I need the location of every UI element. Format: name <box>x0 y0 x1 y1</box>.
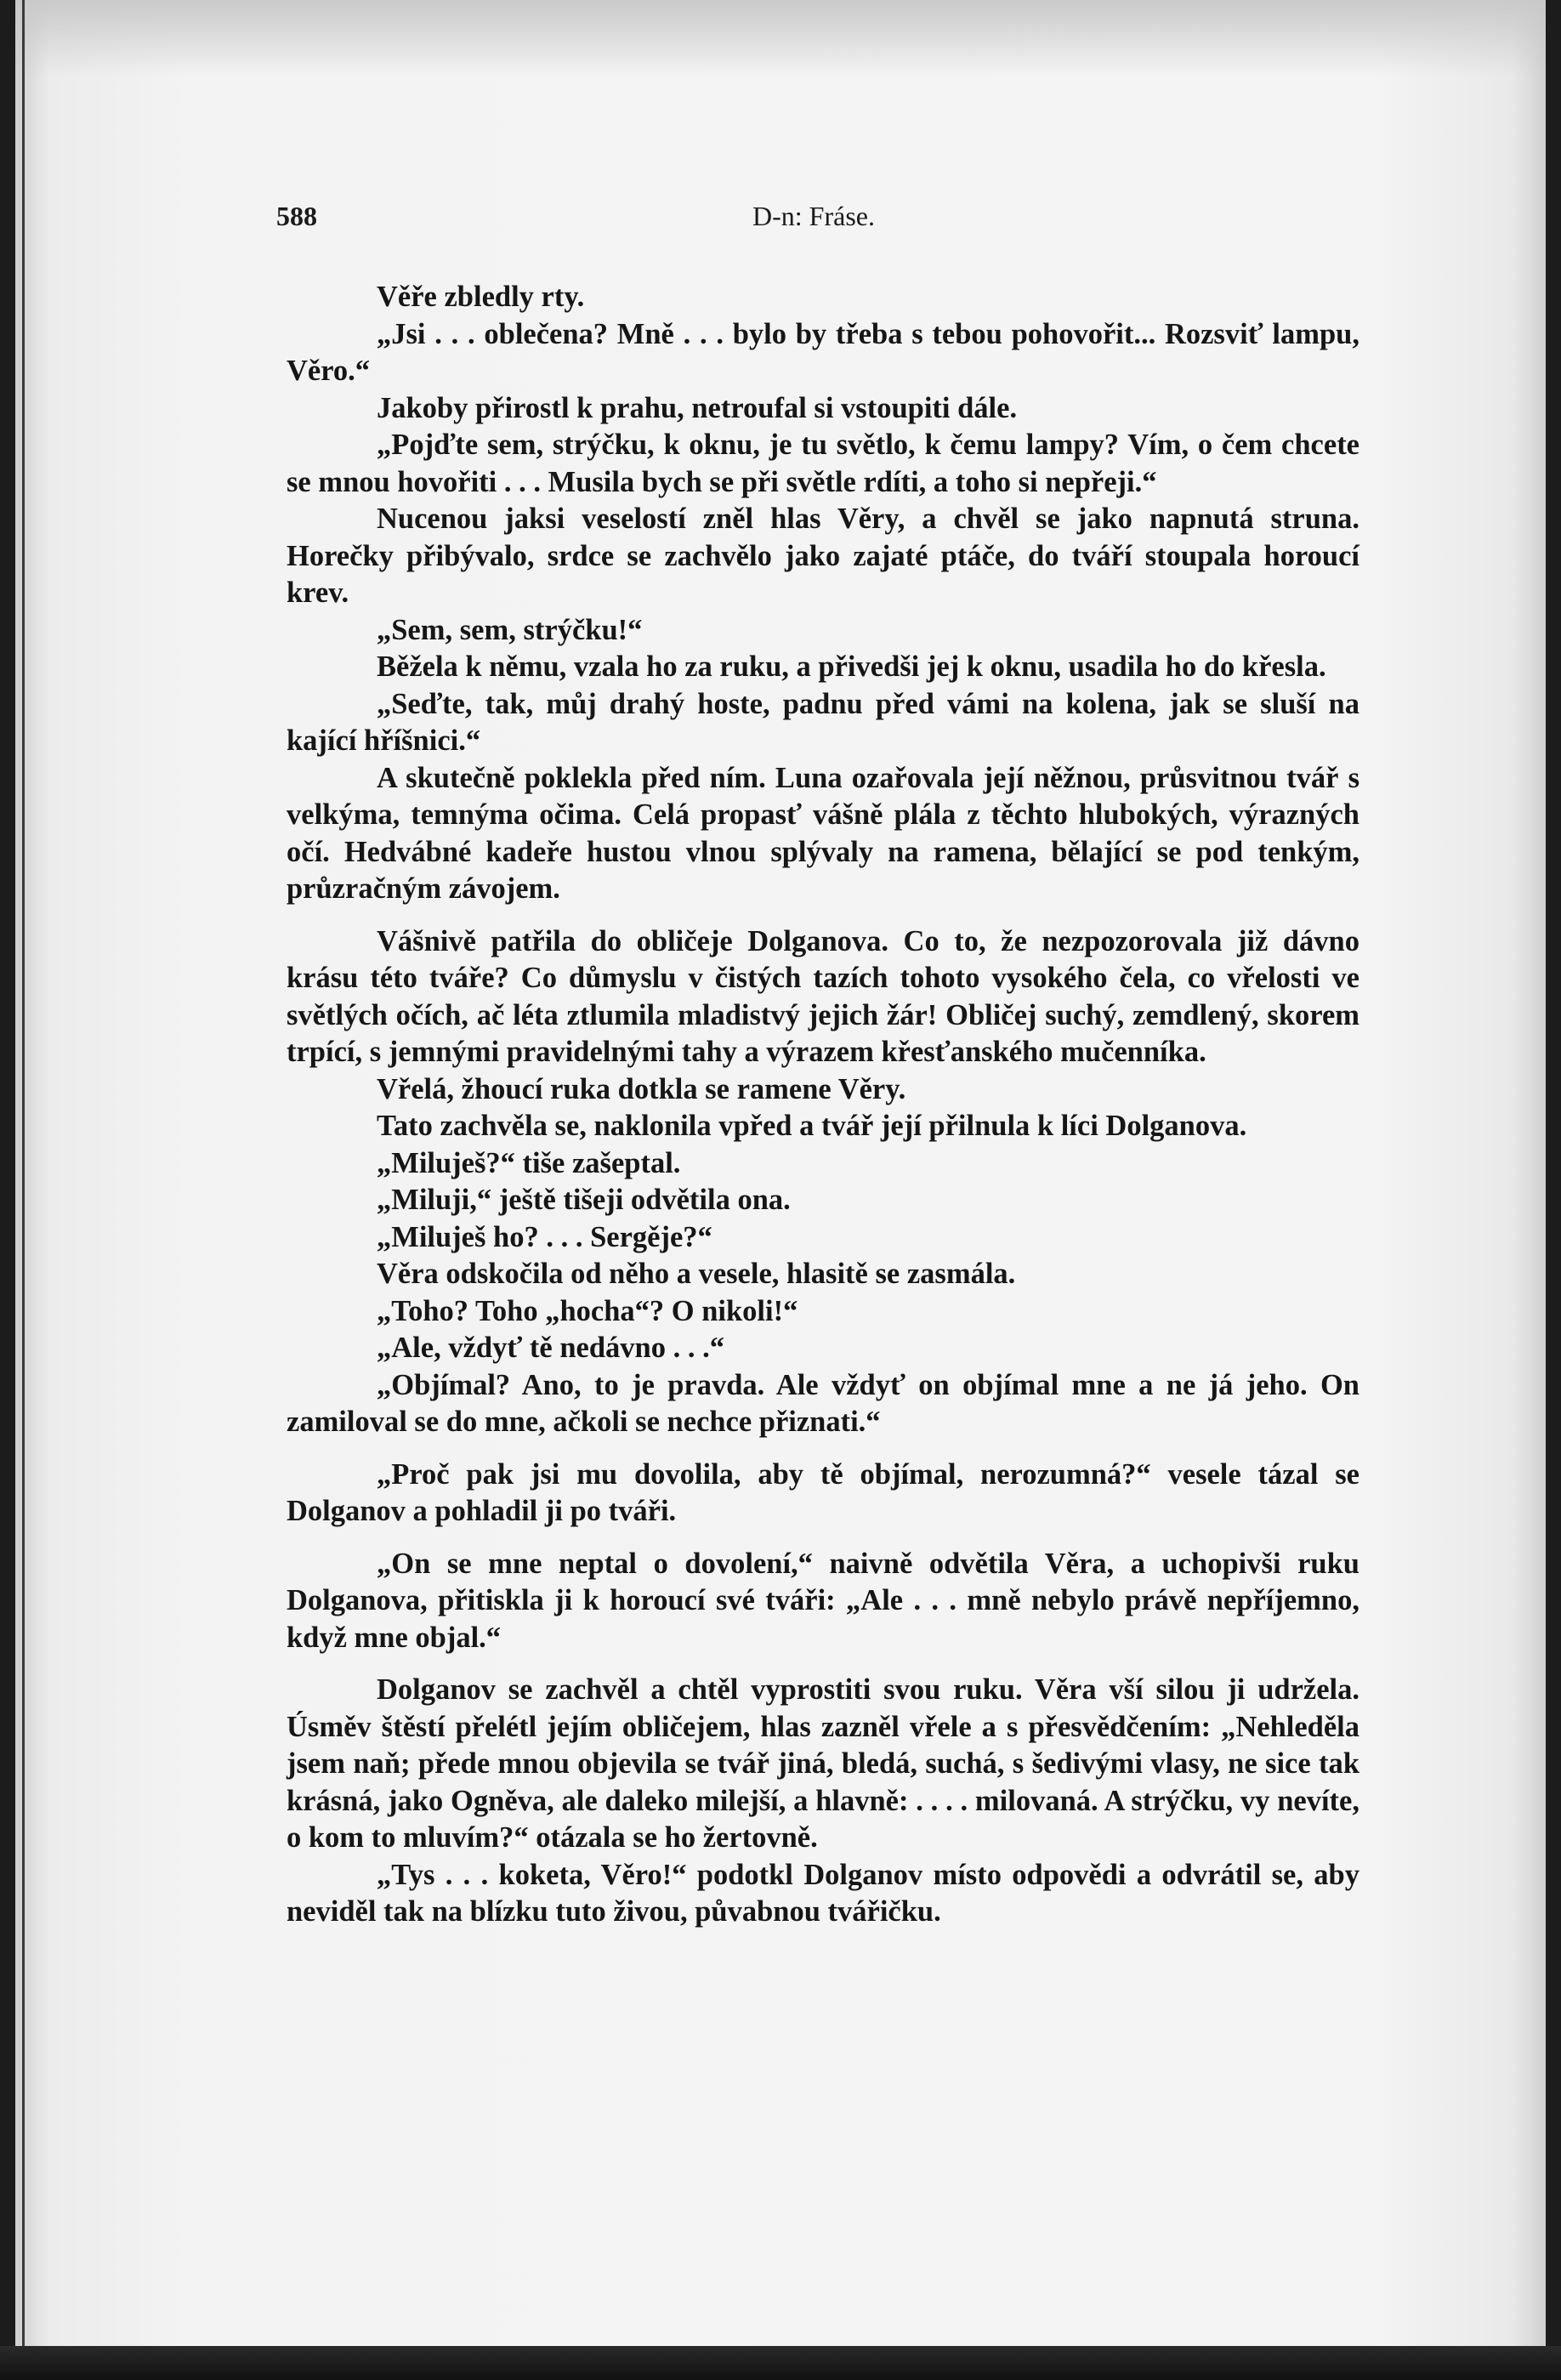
paragraph: „Ale, vždyť tě nedávno . . .“ <box>377 1332 724 1364</box>
paragraph: Dolganov se zachvěl a chtěl vyprostiti svou ruku. Věra vší silou ji udržela. Úsměv štěstí přelétl jejím obličejem, hlas zazněl vřele a s přesvědčením: „Nehleděla jsem naň; přede mnou objevila se tvář jiná, bledá, suchá, s šedivými vlasy, ne sice tak krásná, jako Ogněva, ale daleko milejší, a hlavně: . . . . milovaná. A strýčku, vy nevíte, o kom to mluvím?“ otázala se ho žertovně. <box>287 1673 1359 1854</box>
page-number: 588 <box>276 201 317 231</box>
paragraph: „Miluješ ho? . . . Sergěje?“ <box>377 1220 712 1253</box>
paragraph: A skutečně poklekla před ním. Luna ozařovala její něžnou, průsvitnou tvář s velkýma, temnýma očima. Celá propasť vášně plála z těchto hlubokých, výrazných očí. Hedvábné kadeře hustou vlnou splývaly na ramena, bělající se pod tenkým, průzračným závojem. <box>287 761 1359 905</box>
paragraph: Jakoby přirostl k prahu, netroufal si vstoupiti dále. <box>377 391 1018 424</box>
top-shadow <box>15 0 1546 77</box>
paragraph: „Pojďte sem, strýčku, k oknu, je tu světlo, k čemu lampy? Vím, o čem chcete se mnou hovořiti . . . Musila bych se při světle rdíti, a toho si nepřeji.“ <box>287 429 1359 498</box>
paragraph: Vřelá, žhoucí ruka dotkla se ramene Věry. <box>377 1072 906 1105</box>
running-title: D-n: Fráse. <box>752 201 875 231</box>
paragraph: „Objímal? Ano, to je pravda. Ale vždyť on objímal mne a ne já jeho. On zamiloval se do mne, ačkoli se nechce přiznati.“ <box>287 1368 1359 1438</box>
paragraph: „On se mne neptal o dovolení,“ naivně odvětila Věra, a uchopivši ruku Dolganova, přitiskla ji k horoucí své tváři: „Ale . . . mně nebylo právě nepříjemno, když mne objal.“ <box>287 1547 1359 1654</box>
gutter-edge <box>22 0 25 2349</box>
paragraph: Běžela k němu, vzala ho za ruku, a přivedši jej k oknu, usadila ho do křesla. <box>377 650 1326 683</box>
paragraph: „Miluješ?“ tiše zašeptal. <box>377 1146 681 1179</box>
paragraph: „Jsi . . . oblečena? Mně . . . bylo by třeba s tebou pohovořit... Rozsviť lampu, Věro.“ <box>287 317 1359 387</box>
paragraph: „Toho? Toho „hocha“? O nikoli!“ <box>377 1294 798 1327</box>
paragraph: Věře zbledly rty. <box>377 281 585 313</box>
paragraph: Tato zachvěla se, naklonila vpřed a tvář její přilnula k líci Dolganova. <box>377 1110 1247 1142</box>
paragraph: „Sem, sem, strýčku!“ <box>377 613 643 646</box>
bottom-edge-shadow <box>0 2346 1561 2380</box>
paragraph: „Tys . . . koketa, Věro!“ podotkl Dolganov místo odpovědi a odvrátil se, aby neviděl tak na blízku tuto živou, půvabnou tvářičku. <box>287 1858 1359 1928</box>
paragraph: „Proč pak jsi mu dovolila, aby tě objímal, nerozumná?“ vesele tázal se Dolganov a pohladil ji po tváři. <box>287 1457 1359 1527</box>
paragraph: Vášnivě patřila do obličeje Dolganova. Co to, že nezpozorovala již dávno krásu této tváře? Co důmyslu v čistých tazích tohoto vysokého čela, co vřelosti ve světlých očích, ač léta ztlumila mladistvý jejich žár! Obličej suchý, zemdlený, skorem trpící, s jemnými pravidelnými tahy a výrazem křesťanského mučenníka. <box>287 924 1359 1068</box>
paragraph: „Miluji,“ ještě tišeji odvětila ona. <box>377 1184 791 1216</box>
paragraph: Věra odskočila od něho a vesele, hlasitě se zasmála. <box>377 1258 1016 1290</box>
paragraph: „Seďte, tak, můj drahý hoste, padnu před vámi na kolena, jak se sluší na kající hříšnici.“ <box>287 687 1359 757</box>
page-header <box>276 201 1361 235</box>
paragraph: Nucenou jaksi veselostí zněl hlas Věry, a chvěl se jako napnutá struna. Horečky přibývalo, srdce se zachvělo jako zajaté ptáče, do tváří stoupala horoucí krev. <box>287 503 1359 609</box>
body-text <box>287 279 1359 1931</box>
